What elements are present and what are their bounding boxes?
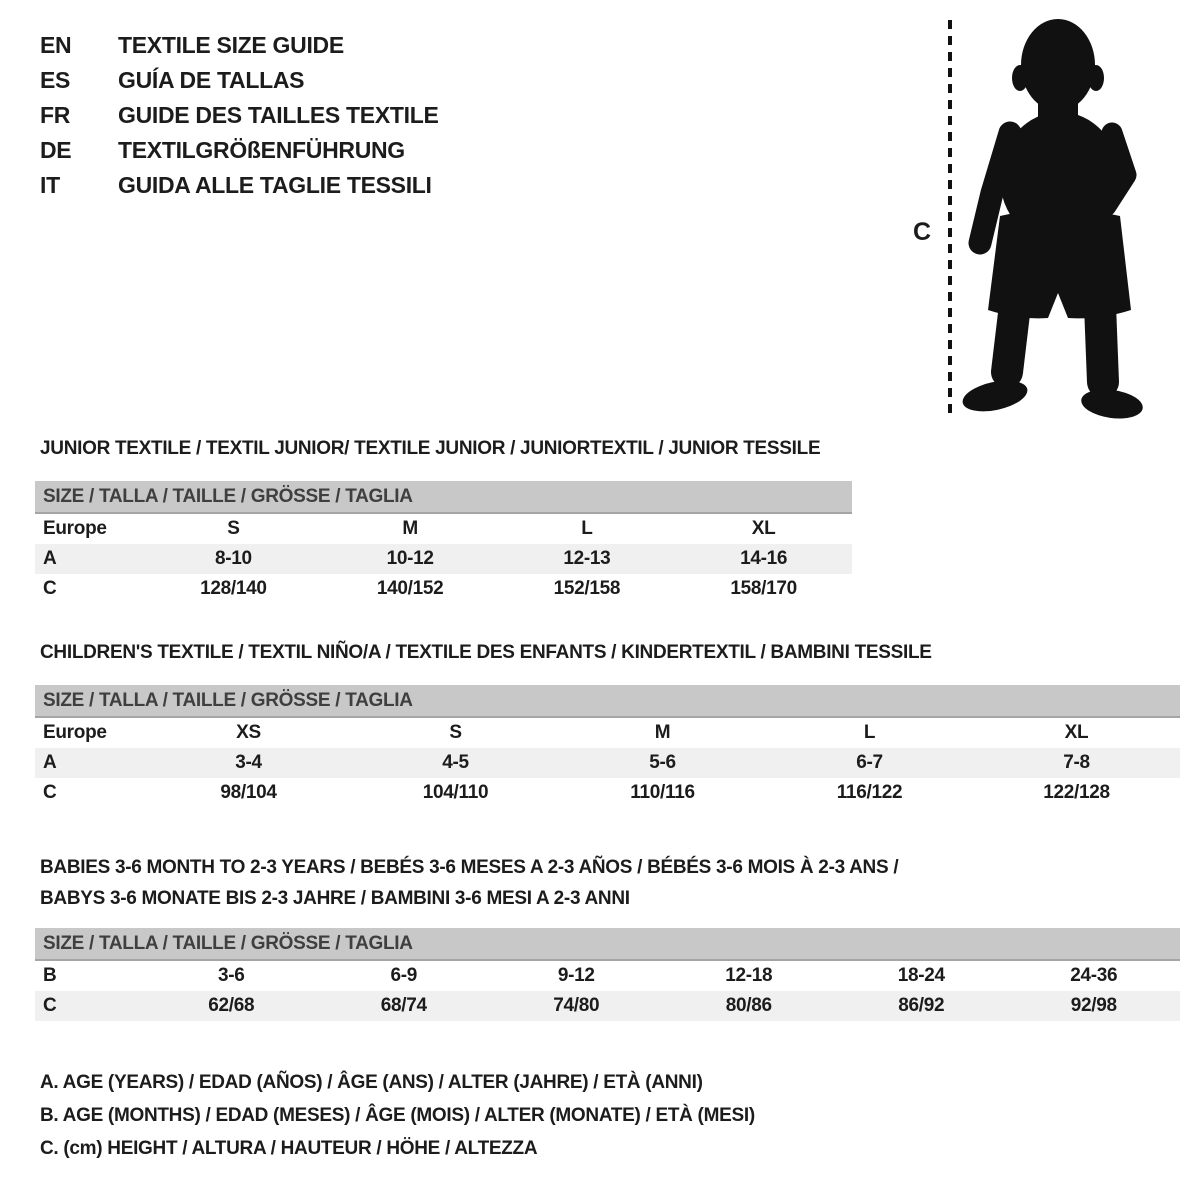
babies-size-table: [35, 928, 1180, 1021]
table-row: [35, 513, 852, 544]
size-header-bar: SIZE / TALLA / TAILLE / GRÖSSE / TAGLIA: [35, 685, 1180, 717]
row-label-cell: C: [35, 991, 145, 1021]
language-code: EN: [40, 32, 72, 58]
row-label-cell: A: [35, 544, 145, 574]
table-row: [35, 748, 1180, 778]
size-value-cell: 68/74: [318, 991, 491, 1021]
language-row: [40, 98, 439, 133]
size-value-cell: 5-6: [559, 748, 766, 778]
size-value-cell: 122/128: [1043, 782, 1110, 803]
size-value-cell: XL: [751, 518, 776, 539]
size-header-bar: SIZE / TALLA / TAILLE / GRÖSSE / TAGLIA: [35, 481, 852, 513]
legend-line-c: C. (cm) HEIGHT / ALTURA / HAUTEUR / HÖHE / ALTEZZA: [40, 1138, 538, 1159]
size-header-row: [35, 481, 852, 513]
row-label-cell: B: [43, 965, 57, 986]
language-title: TEXTILGRÖßENFÜHRUNG: [118, 137, 405, 163]
size-value-cell: S: [449, 722, 462, 743]
language-title: GUIDA ALLE TAGLIE TESSILI: [118, 172, 432, 198]
section-title: JUNIOR TEXTILE / TEXTIL JUNIOR/ TEXTILE JUNIOR / JUNIORTEXTIL / JUNIOR TESSILE: [40, 438, 821, 459]
table-row: [35, 717, 1180, 748]
size-value-cell: 8-10: [145, 544, 322, 574]
size-value-cell: 3-4: [145, 748, 352, 778]
size-value-cell: 24-36: [1070, 965, 1118, 986]
size-value-cell: 128/140: [200, 578, 267, 599]
row-label-cell: C: [43, 782, 57, 803]
row-label-cell: C: [43, 578, 57, 599]
baby-silhouette: [960, 19, 1145, 422]
size-value-cell: 18-24: [897, 965, 945, 986]
babies-textile-section: [35, 852, 1180, 1021]
legend-block: [40, 1066, 755, 1165]
junior-size-table: [35, 481, 852, 604]
section-title: CHILDREN'S TEXTILE / TEXTIL NIÑO/A / TEXTILE DES ENFANTS / KINDERTEXTIL / BAMBINI TESSILE: [40, 642, 932, 663]
size-value-cell: 7-8: [973, 748, 1180, 778]
size-value-cell: 62/68: [145, 991, 318, 1021]
table-row: [35, 960, 1180, 991]
size-value-cell: 110/116: [630, 782, 695, 803]
legend-line-b: B. AGE (MONTHS) / EDAD (MESES) / ÂGE (MOIS) / ALTER (MONATE) / ETÀ (MESI): [40, 1105, 755, 1126]
size-value-cell: 116/122: [836, 782, 903, 803]
size-value-cell: 9-12: [557, 965, 595, 986]
size-value-cell: L: [863, 722, 876, 743]
size-value-cell: 6-7: [766, 748, 973, 778]
height-measure-label: C: [913, 218, 932, 246]
size-header-row: [35, 685, 1180, 717]
size-value-cell: 104/110: [422, 782, 489, 803]
childrens-size-table: [35, 685, 1180, 808]
language-code: ES: [40, 67, 71, 93]
language-title: TEXTILE SIZE GUIDE: [118, 32, 344, 58]
table-row: [35, 991, 1180, 1021]
size-value-cell: 3-6: [217, 965, 245, 986]
size-value-cell: 12-13: [499, 544, 676, 574]
language-row: [40, 63, 439, 98]
size-value-cell: 14-16: [675, 544, 852, 574]
language-code: IT: [40, 172, 60, 198]
table-row: [35, 544, 852, 574]
size-value-cell: 80/86: [663, 991, 836, 1021]
language-title: GUÍA DE TALLAS: [118, 67, 305, 93]
size-value-cell: XL: [1064, 722, 1089, 743]
row-label-cell: Europe: [43, 518, 107, 539]
size-value-cell: 74/80: [490, 991, 663, 1021]
junior-textile-section: [35, 437, 852, 604]
size-value-cell: 140/152: [376, 578, 444, 599]
childrens-textile-section: [35, 641, 1180, 808]
size-value-cell: 92/98: [1008, 991, 1181, 1021]
size-value-cell: 6-9: [390, 965, 418, 986]
table-row: [35, 778, 1180, 808]
language-title-block: [40, 28, 439, 203]
size-header-row: [35, 928, 1180, 960]
size-value-cell: 4-5: [352, 748, 559, 778]
size-header-bar: SIZE / TALLA / TAILLE / GRÖSSE / TAGLIA: [35, 928, 1180, 960]
baby-silhouette-figure: [900, 10, 1160, 425]
legend-line-a: A. AGE (YEARS) / EDAD (AÑOS) / ÂGE (ANS) / ALTER (JAHRE) / ETÀ (ANNI): [40, 1072, 703, 1093]
size-value-cell: L: [581, 518, 593, 539]
size-value-cell: XS: [236, 722, 261, 743]
section-title-line2: BABYS 3-6 MONATE BIS 2-3 JAHRE / BAMBINI 3-6 MESI A 2-3 ANNI: [40, 888, 630, 909]
language-code: FR: [40, 102, 71, 128]
size-value-cell: S: [227, 518, 240, 539]
row-label-cell: A: [35, 748, 145, 778]
section-title: BABIES 3-6 MONTH TO 2-3 YEARS / BEBÉS 3-6 MESES A 2-3 AÑOS / BÉBÉS 3-6 MOIS À 2-3 ANS /: [40, 857, 899, 878]
language-title: GUIDE DES TAILLES TEXTILE: [118, 102, 439, 128]
size-value-cell: M: [402, 518, 418, 539]
size-value-cell: 152/158: [553, 578, 621, 599]
size-value-cell: 86/92: [835, 991, 1008, 1021]
table-row: [35, 574, 852, 604]
size-value-cell: M: [654, 722, 671, 743]
language-row: [40, 133, 439, 168]
language-row: [40, 28, 439, 63]
size-value-cell: 98/104: [220, 782, 277, 803]
size-value-cell: 12-18: [725, 965, 773, 986]
language-code: DE: [40, 137, 72, 163]
size-value-cell: 10-12: [322, 544, 499, 574]
size-value-cell: 158/170: [730, 578, 797, 599]
language-row: [40, 168, 439, 203]
row-label-cell: Europe: [43, 722, 107, 743]
